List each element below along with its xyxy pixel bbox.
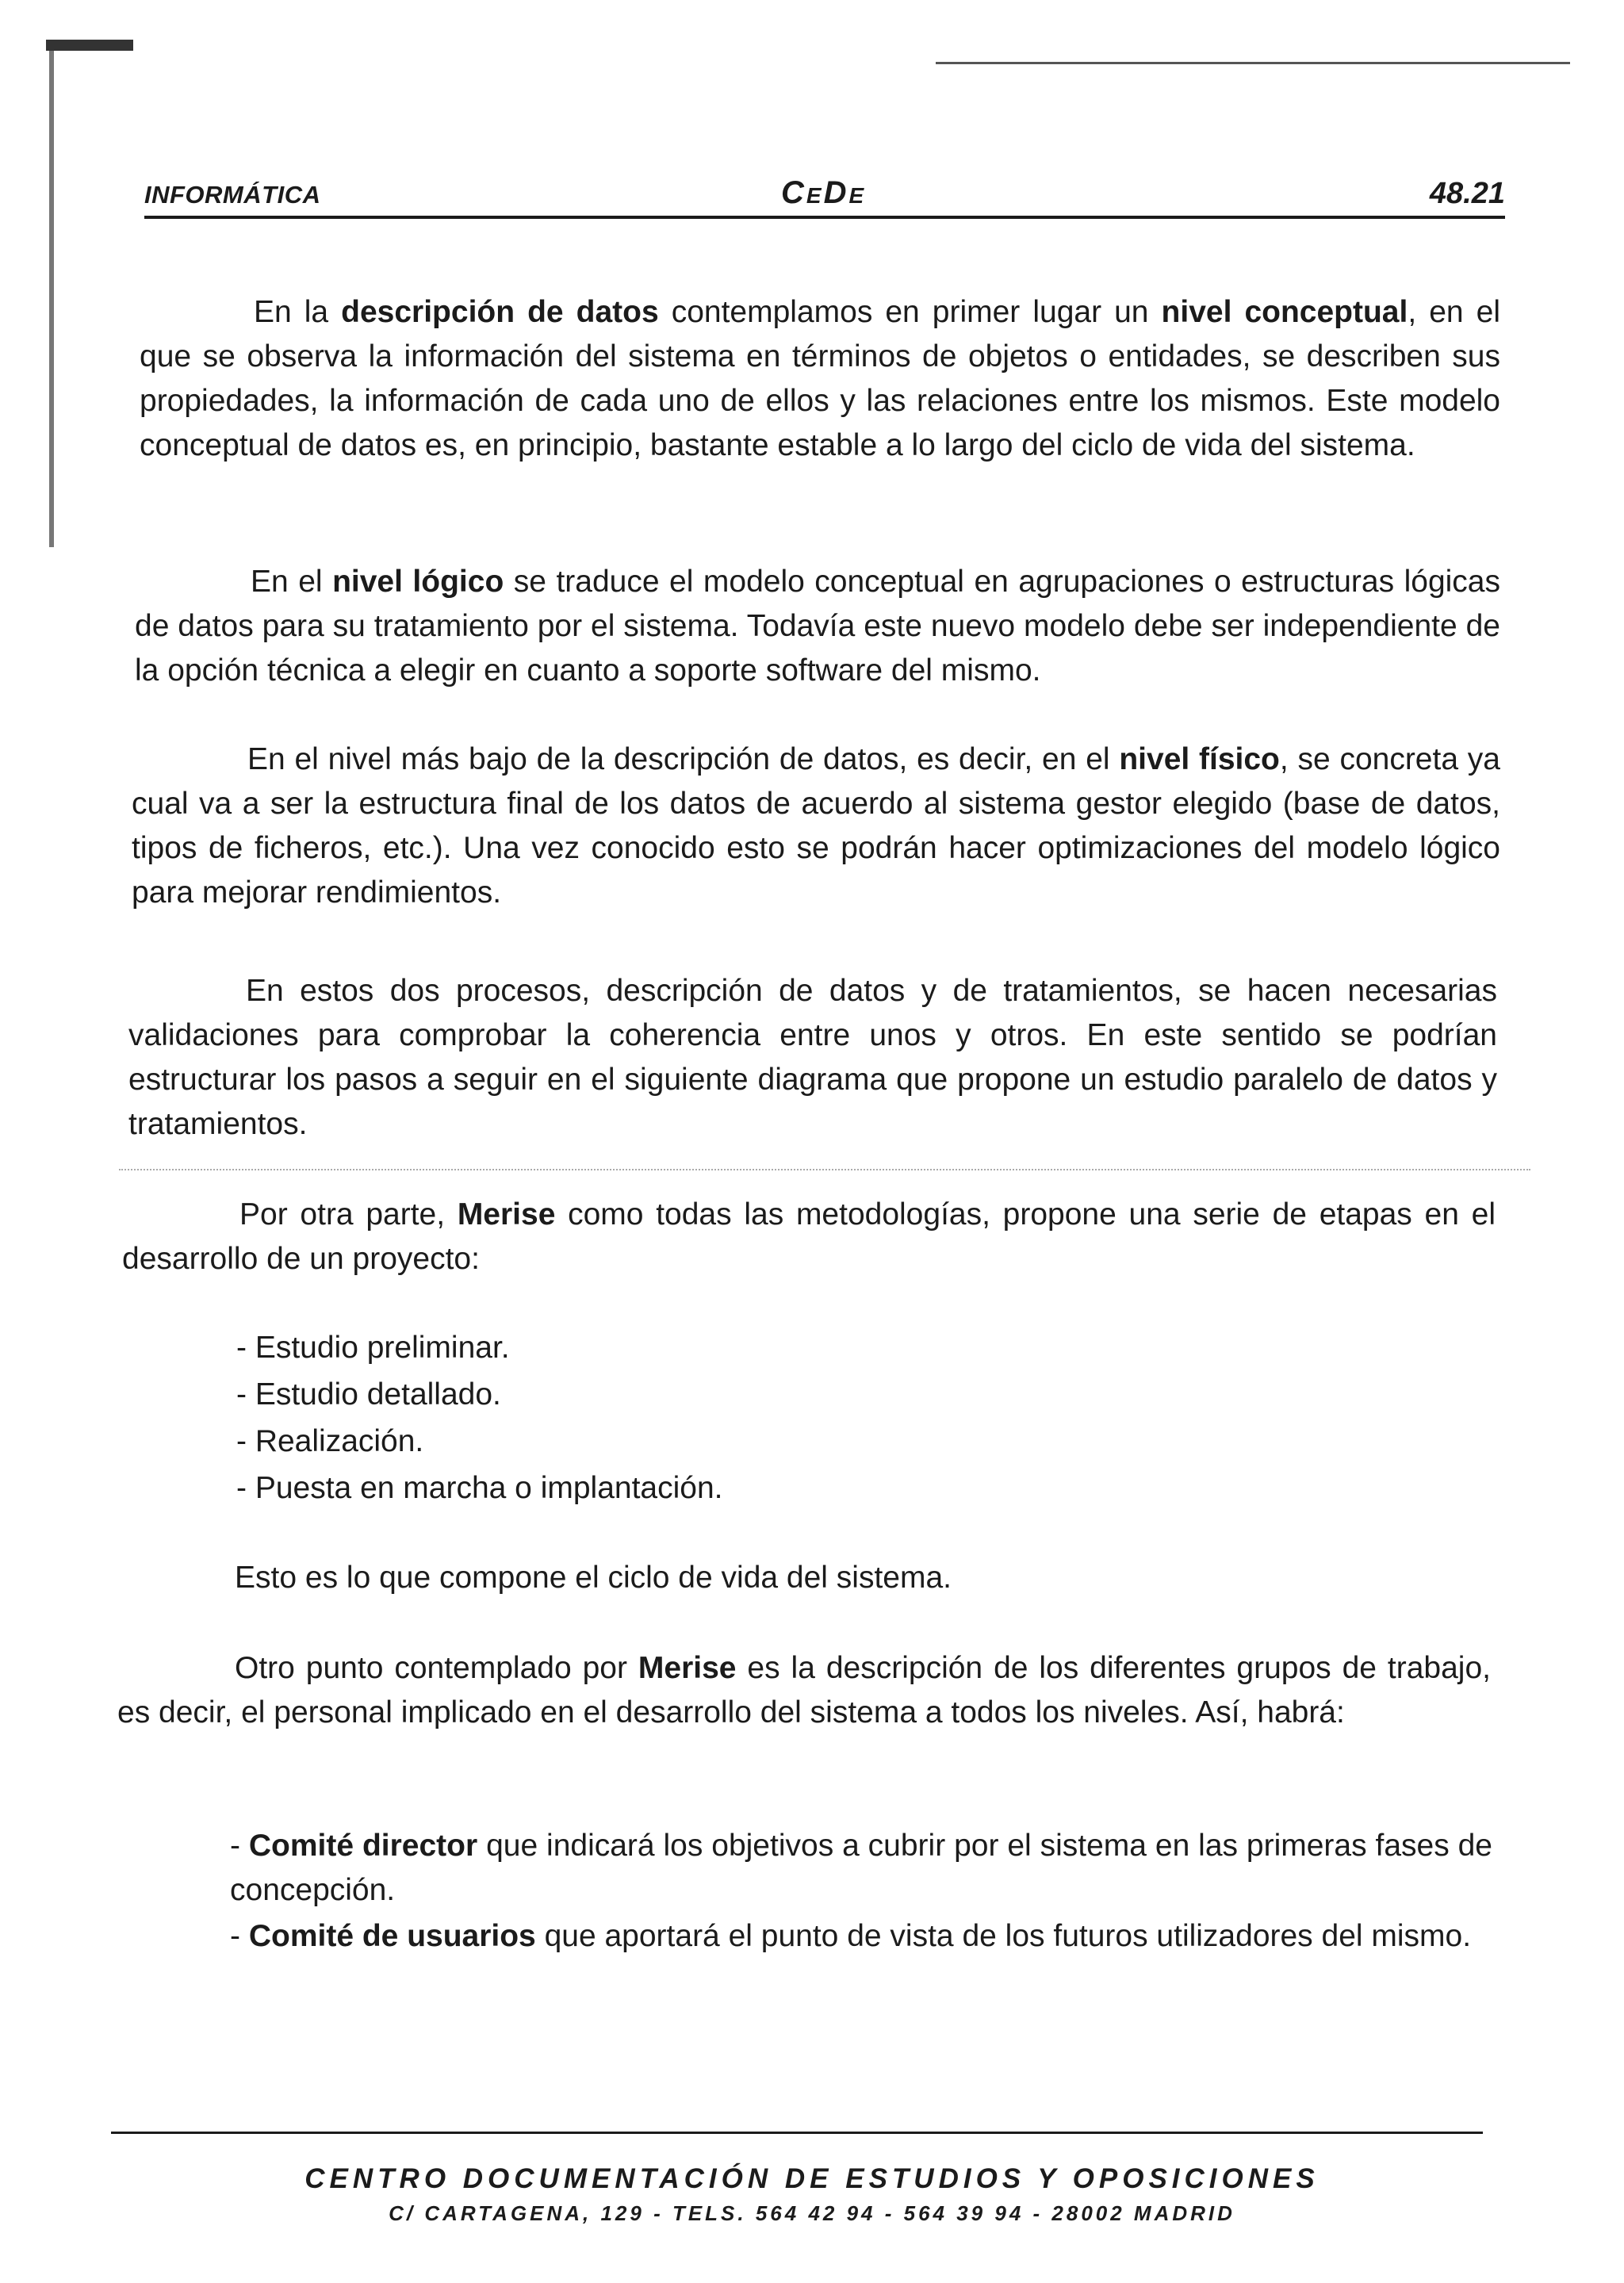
text: como todas las metodologías, propone una serie de etapas en el desarrollo de un proyecto: [122, 1197, 1496, 1276]
text: En el nivel más bajo de la descripción de datos, es decir, en el [247, 742, 1120, 776]
committee-director [230, 1824, 1492, 1913]
text: se traduce el modelo conceptual en agrupaciones o estructuras lógicas de datos para su tratamiento por el sistema. Todavía este nuevo modelo debe ser independiente de la opción técnica a elegir en cuanto a soporte software del mismo. [135, 565, 1500, 688]
footer-rule [111, 2132, 1483, 2134]
stages-list [236, 1324, 723, 1511]
publisher-logo: CeDe [781, 175, 867, 210]
text: Esto es lo que compone el ciclo de vida del sistema. [235, 1561, 952, 1595]
list-item: - Realización. [236, 1424, 424, 1458]
text: Por otra parte, [239, 1197, 458, 1232]
paragraph-physical-level [132, 737, 1500, 915]
text: En el [251, 565, 333, 599]
scan-dotted-line [119, 1169, 1530, 1170]
paragraph-work-groups [117, 1646, 1491, 1735]
scan-binding-mark [49, 40, 54, 547]
text: Otro punto contemplado por [235, 1651, 638, 1685]
page-number: 48.21 [1429, 177, 1505, 210]
text: En la [254, 295, 342, 329]
footer-organization: CENTRO DOCUMENTACIÓN DE ESTUDIOS Y OPOSICIONES [304, 2163, 1320, 2194]
text: es la descripción de los diferentes grupos de trabajo, es decir, el personal implicado en el desarrollo del sistema a todos los niveles. Así, habrá: [117, 1651, 1491, 1729]
text: que aportará el punto de vista de los futuros utilizadores del mismo. [535, 1919, 1472, 1953]
text: - [230, 1829, 249, 1863]
paragraph-logical-level [135, 560, 1500, 693]
bold-term: Comité director [248, 1829, 478, 1863]
bold-term: descripción de datos [341, 295, 659, 329]
bold-term: nivel lógico [332, 565, 504, 599]
committee-users [230, 1914, 1492, 1959]
scan-corner-mark [46, 40, 133, 51]
text: - [230, 1919, 249, 1953]
footer-address: C/ CARTAGENA, 129 - TELS. 564 42 94 - 564 39 94 - 28002 MADRID [389, 2201, 1235, 2225]
bold-term: nivel conceptual [1161, 295, 1408, 329]
text: En estos dos procesos, descripción de datos y de tratamientos, se hacen necesarias validaciones para comprobar la coherencia entre unos y otros. En este sentido se podrían estructurar los pasos a seguir en el siguiente diagrama que propone un estudio paralelo de datos y tratamientos. [128, 974, 1497, 1141]
scan-top-line [936, 62, 1570, 64]
bold-term: Merise [638, 1651, 737, 1685]
paragraph-validation [128, 969, 1497, 1147]
text: , en el que se observa la información del sistema en términos de objetos o entidades, se describen sus propiedades, la información de cada uno de ellos y las relaciones entre los mismos. Este modelo conceptual de datos es, en principio, bastante estable a lo largo del ciclo de vida del sistema. [140, 295, 1500, 462]
text: , se concreta ya cual va a ser la estructura final de los datos de acuerdo al sistema gestor elegido (base de datos, tipos de ficheros, etc.). Una vez conocido esto se podrán hacer optimizaciones del modelo lógico para mejorar rendimientos. [132, 742, 1500, 910]
list-item: - Estudio detallado. [236, 1377, 501, 1412]
text: que indicará los objetivos a cubrir por el sistema en las primeras fases de concepción. [230, 1829, 1492, 1907]
bold-term: Merise [457, 1197, 556, 1232]
text: contemplamos en primer lugar un [658, 295, 1162, 329]
paragraph-life-cycle [235, 1556, 1496, 1600]
paragraph-merise-stages [122, 1193, 1496, 1281]
page-header [144, 168, 1505, 219]
list-item: - Puesta en marcha o implantación. [236, 1471, 723, 1505]
list-item: - Estudio preliminar. [236, 1331, 510, 1365]
bold-term: Comité de usuarios [248, 1919, 536, 1953]
paragraph-data-description [140, 290, 1500, 468]
section-title: INFORMÁTICA [144, 181, 321, 209]
bold-term: nivel físico [1119, 742, 1280, 776]
